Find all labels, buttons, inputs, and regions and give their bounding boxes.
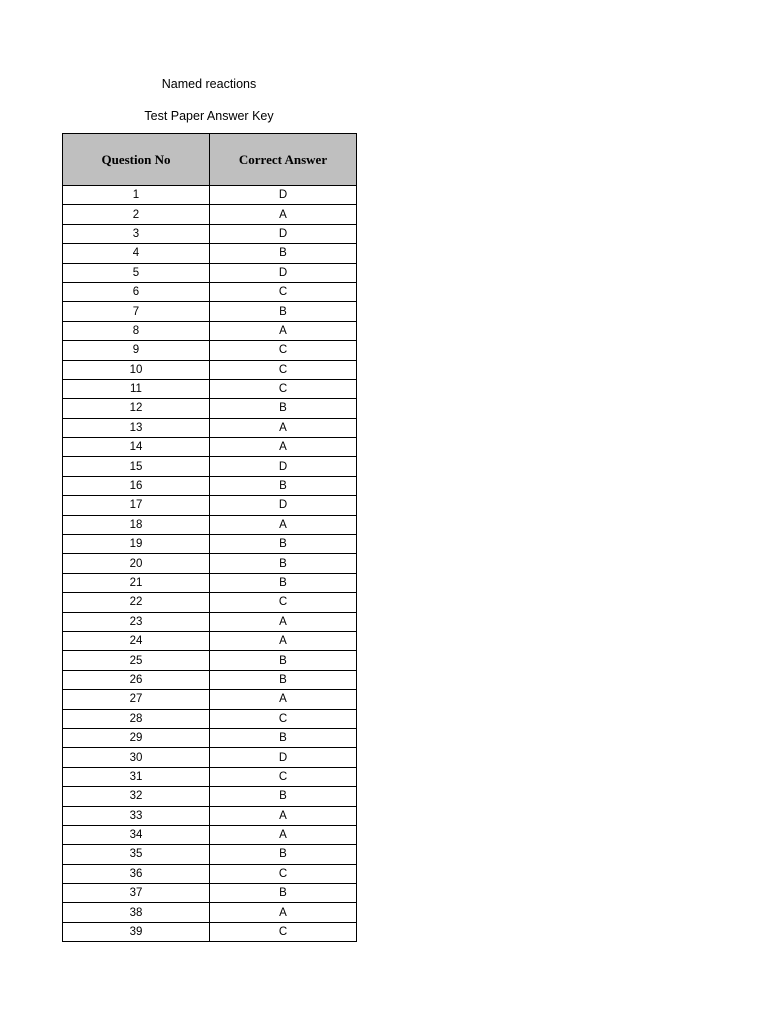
table-row [63,864,357,883]
table-row [63,631,357,650]
question-number-cell: 34 [63,825,210,844]
correct-answer-cell: B [210,399,357,418]
answer-rows [63,186,357,942]
correct-answer-cell: D [210,224,357,243]
question-number-cell: 37 [63,884,210,903]
table-row [63,922,357,941]
question-number-cell: 15 [63,457,210,476]
correct-answer-cell: B [210,787,357,806]
question-number-cell: 23 [63,612,210,631]
question-number-cell: 30 [63,748,210,767]
correct-answer-cell: C [210,341,357,360]
correct-answer-cell: C [210,379,357,398]
table-row [63,728,357,747]
question-number-cell: 10 [63,360,210,379]
correct-answer-cell: A [210,612,357,631]
correct-answer-cell: D [210,263,357,282]
correct-answer-cell: B [210,670,357,689]
table-row [63,438,357,457]
question-number-cell: 16 [63,476,210,495]
table-row [63,690,357,709]
question-number-cell: 1 [63,186,210,205]
question-number-cell: 36 [63,864,210,883]
correct-answer-cell: A [210,205,357,224]
column-header-correct-answer: Correct Answer [210,134,357,186]
table-row [63,224,357,243]
answer-key-table [62,133,357,942]
correct-answer-cell: A [210,825,357,844]
question-number-cell: 20 [63,554,210,573]
correct-answer-cell: A [210,515,357,534]
table-row [63,787,357,806]
correct-answer-cell: A [210,631,357,650]
correct-answer-cell: A [210,690,357,709]
question-number-cell: 6 [63,282,210,301]
correct-answer-cell: C [210,282,357,301]
table-row [63,341,357,360]
table-row [63,321,357,340]
correct-answer-cell: C [210,864,357,883]
correct-answer-cell: B [210,554,357,573]
table-row [63,612,357,631]
correct-answer-cell: B [210,651,357,670]
column-header-question-no: Question No [63,134,210,186]
table-row [63,554,357,573]
question-number-cell: 38 [63,903,210,922]
correct-answer-cell: C [210,767,357,786]
correct-answer-cell: B [210,884,357,903]
table-row [63,244,357,263]
table-row [63,186,357,205]
table-row [63,515,357,534]
correct-answer-cell: A [210,903,357,922]
table-row [63,457,357,476]
correct-answer-cell: D [210,186,357,205]
table-row [63,399,357,418]
correct-answer-cell: D [210,457,357,476]
question-number-cell: 35 [63,845,210,864]
correct-answer-cell: B [210,728,357,747]
table-row [63,476,357,495]
question-number-cell: 24 [63,631,210,650]
correct-answer-cell: D [210,748,357,767]
correct-answer-cell: A [210,806,357,825]
correct-answer-cell: C [210,709,357,728]
correct-answer-cell: C [210,922,357,941]
document-subtitle: Test Paper Answer Key [144,109,274,123]
question-number-cell: 32 [63,787,210,806]
question-number-cell: 17 [63,496,210,515]
table-row [63,670,357,689]
question-number-cell: 29 [63,728,210,747]
question-number-cell: 19 [63,535,210,554]
table-row [63,903,357,922]
question-number-cell: 12 [63,399,210,418]
question-number-cell: 5 [63,263,210,282]
question-number-cell: 2 [63,205,210,224]
table-row [63,573,357,592]
question-number-cell: 21 [63,573,210,592]
correct-answer-cell: B [210,573,357,592]
question-number-cell: 28 [63,709,210,728]
document-title: Named reactions [161,77,257,91]
table-row [63,884,357,903]
table-row [63,418,357,437]
question-number-cell: 22 [63,593,210,612]
question-number-cell: 8 [63,321,210,340]
table-row [63,535,357,554]
correct-answer-cell: C [210,360,357,379]
question-number-cell: 25 [63,651,210,670]
question-number-cell: 4 [63,244,210,263]
question-number-cell: 26 [63,670,210,689]
question-number-cell: 3 [63,224,210,243]
correct-answer-cell: B [210,302,357,321]
correct-answer-cell: A [210,418,357,437]
table-row [63,845,357,864]
table-row [63,825,357,844]
question-number-cell: 14 [63,438,210,457]
question-number-cell: 27 [63,690,210,709]
question-number-cell: 39 [63,922,210,941]
table-row [63,651,357,670]
correct-answer-cell: A [210,438,357,457]
table-row [63,282,357,301]
correct-answer-cell: B [210,535,357,554]
correct-answer-cell: A [210,321,357,340]
question-number-cell: 13 [63,418,210,437]
correct-answer-cell: B [210,845,357,864]
table-header-row [63,134,357,186]
table-row [63,302,357,321]
correct-answer-cell: D [210,496,357,515]
table-row [63,496,357,515]
table-row [63,748,357,767]
question-number-cell: 33 [63,806,210,825]
table-row [63,806,357,825]
table-row [63,767,357,786]
correct-answer-cell: B [210,244,357,263]
correct-answer-cell: C [210,593,357,612]
table-row [63,205,357,224]
question-number-cell: 9 [63,341,210,360]
table-row [63,379,357,398]
correct-answer-cell: B [210,476,357,495]
question-number-cell: 18 [63,515,210,534]
table-row [63,593,357,612]
table-row [63,263,357,282]
question-number-cell: 31 [63,767,210,786]
question-number-cell: 7 [63,302,210,321]
question-number-cell: 11 [63,379,210,398]
table-row [63,360,357,379]
table-row [63,709,357,728]
